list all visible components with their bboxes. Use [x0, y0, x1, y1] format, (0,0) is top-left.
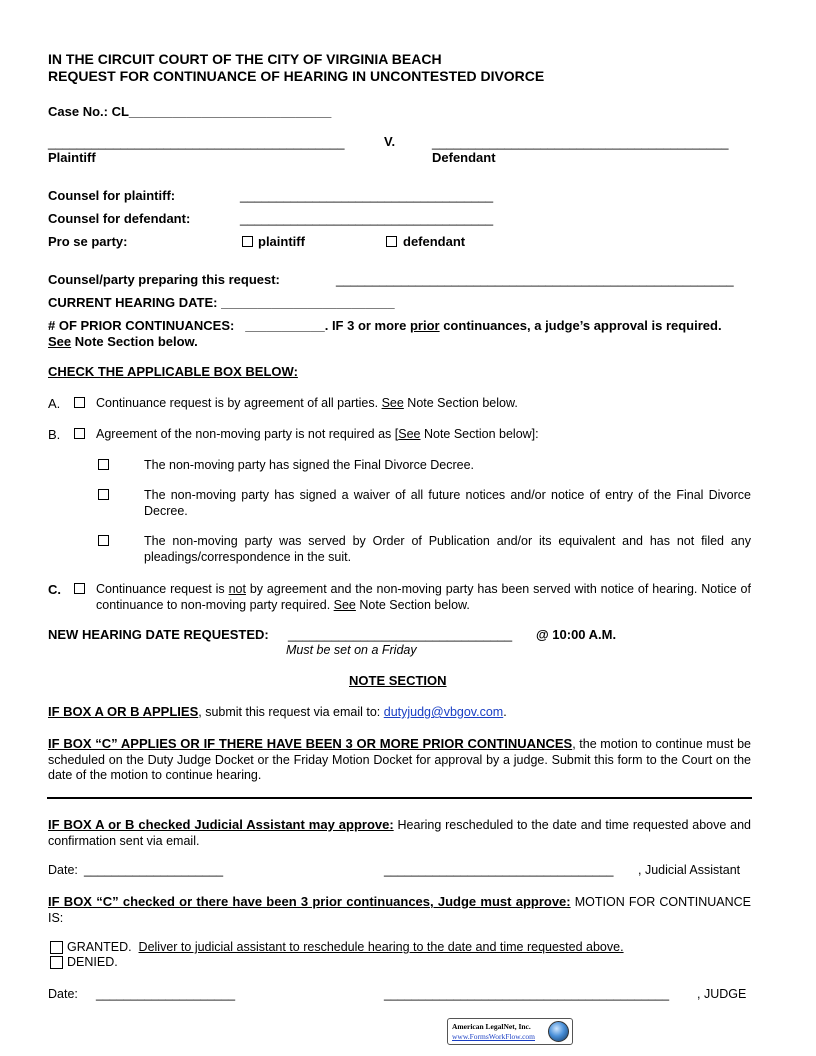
judge-date-label: Date: [48, 987, 78, 1001]
option-c-checkbox[interactable] [74, 583, 85, 594]
option-a-text [96, 396, 518, 410]
case-number-blank: ____________________________ [128, 104, 332, 119]
note-box-ab [48, 704, 507, 719]
prior-approval-text: continuances, a judge’s approval is required. [439, 318, 722, 333]
judge-date-field[interactable]: ____________________ [96, 987, 236, 1001]
note-c-text: , the motion to continue must be scheduled on the Duty Judge Docket or the Friday Motion Docket for approval by a judge. Submit this form to the Court on the date of the motion to continue hearing. [48, 737, 751, 782]
prior-word: prior [409, 318, 440, 333]
pro-se-defendant-checkbox[interactable] [386, 236, 397, 247]
email-link[interactable]: dutyjudg@vbgov.com [383, 705, 504, 719]
granted-label: GRANTED. [67, 940, 132, 954]
counsel-defendant-field[interactable]: ___________________________________ [240, 211, 494, 226]
option-c-text [96, 582, 751, 613]
note-section-title: NOTE SECTION [349, 673, 447, 688]
option-b-sub2-checkbox[interactable] [98, 489, 109, 500]
note-ab-text: , submit this request via email to: [198, 705, 384, 719]
current-hearing-label: CURRENT HEARING DATE: [48, 295, 218, 310]
new-hearing-hint: Must be set on a Friday [286, 643, 417, 657]
note-c-heading: IF BOX “C” APPLIES OR IF THERE HAVE BEEN 3 OR MORE PRIOR CONTINUANCES [48, 736, 573, 751]
option-b-sub1-text: The non-moving party has signed the Final Divorce Decree. [144, 458, 475, 472]
see-word: See [398, 427, 421, 441]
option-c-text-end: Note Section below. [355, 597, 470, 612]
form-title: REQUEST FOR CONTINUANCE OF HEARING IN UNCONTESTED DIVORCE [48, 68, 545, 84]
granted-checkbox[interactable] [50, 941, 63, 954]
ja-date-field[interactable]: ____________________ [84, 863, 224, 877]
option-a-checkbox[interactable] [74, 397, 85, 408]
court-title: IN THE CIRCUIT COURT OF THE CITY OF VIRGINIA BEACH [48, 51, 442, 67]
ja-signature-field[interactable]: _________________________________ [384, 863, 614, 877]
option-a-text-end: Note Section below. [403, 396, 518, 410]
see-word: See [333, 597, 356, 612]
prior-continuances-label: # OF PRIOR CONTINUANCES: [48, 318, 235, 333]
option-b-checkbox[interactable] [74, 428, 85, 439]
note-ref-text: Note Section below. [71, 334, 198, 349]
pro-se-label: Pro se party: [48, 234, 128, 249]
ja-signature-label: , Judicial Assistant [638, 863, 741, 877]
judge-text: MOTION FOR CONTINUANCE IS: [48, 895, 751, 925]
pro-se-plaintiff-checkbox[interactable] [242, 236, 253, 247]
footer-brand: American LegalNet, Inc. [452, 1022, 531, 1031]
plaintiff-field[interactable]: _________________________________________ [48, 135, 345, 150]
case-number-field[interactable] [48, 104, 331, 119]
option-b-sub3-text: The non-moving party was served by Order of Publication and/or its equivalent and has not filed any pleadings/correspondence in the suit. [144, 534, 751, 564]
option-b-text-end: Note Section below]: [420, 427, 539, 441]
option-b-sub3-checkbox[interactable] [98, 535, 109, 546]
current-hearing-blank: ________________________ [221, 295, 395, 310]
not-word: not [228, 582, 246, 596]
judge-approval [48, 894, 751, 926]
ja-text: Hearing rescheduled to the date and time requested above and confirmation sent via email. [48, 818, 752, 848]
denied-label: DENIED. [67, 955, 118, 969]
note-ab-heading: IF BOX A OR B APPLIES [48, 704, 199, 719]
ja-date-label: Date: [48, 863, 78, 877]
option-b-letter: B. [48, 427, 61, 442]
new-hearing-time: @ 10:00 A.M. [536, 627, 617, 642]
judge-signature-label: , JUDGE [697, 987, 747, 1001]
counsel-plaintiff-field[interactable]: ___________________________________ [240, 188, 494, 203]
footer-url[interactable]: www.FormsWorkFlow.com [452, 1032, 536, 1041]
footer-logo[interactable] [447, 1018, 573, 1045]
prior-continuances-line [48, 318, 722, 333]
see-word: See [48, 334, 72, 349]
option-b-sub1-checkbox[interactable] [98, 459, 109, 470]
pro-se-plaintiff-label: plaintiff [258, 234, 305, 249]
denied-checkbox[interactable] [50, 956, 63, 969]
ja-approval [48, 817, 751, 849]
granted-line [67, 940, 624, 954]
new-hearing-field[interactable]: _______________________________ [288, 627, 513, 642]
globe-icon [548, 1021, 569, 1042]
see-word: See [381, 396, 404, 410]
judge-signature-field[interactable]: _________________________________________ [384, 987, 670, 1001]
preparer-field[interactable]: _______________________________________________________ [336, 272, 734, 287]
granted-note: Deliver to judicial assistant to reschedule hearing to the date and time requested above. [138, 940, 624, 954]
option-a-text-main: Continuance request is by agreement of all parties. [96, 396, 382, 410]
option-c-text-main: Continuance request is [96, 582, 229, 596]
note-ab-end: . [503, 705, 507, 719]
option-a-letter: A. [48, 396, 61, 411]
versus-label: V. [384, 134, 396, 149]
defendant-label: Defendant [432, 150, 496, 165]
pro-se-defendant-label: defendant [403, 234, 466, 249]
option-c-letter: C. [48, 582, 61, 597]
option-b-text-main: Agreement of the non-moving party is not required as [ [96, 427, 399, 441]
ja-heading: IF BOX A or B checked Judicial Assistant may approve: [48, 817, 394, 832]
check-heading: CHECK THE APPLICABLE BOX BELOW: [48, 364, 298, 379]
case-number-label: Case No.: CL [48, 104, 129, 119]
counsel-defendant-label: Counsel for defendant: [48, 211, 191, 226]
plaintiff-label: Plaintiff [48, 150, 96, 165]
section-divider [47, 797, 752, 799]
note-box-c [48, 736, 751, 784]
option-b-text [96, 427, 539, 441]
prior-note-ref [48, 334, 198, 349]
defendant-field[interactable]: _________________________________________ [432, 135, 729, 150]
judge-heading: IF BOX “C” checked or there have been 3 prior continuances, Judge must approve: [48, 894, 571, 909]
counsel-plaintiff-label: Counsel for plaintiff: [48, 188, 176, 203]
preparer-label: Counsel/party preparing this request: [48, 272, 280, 287]
prior-continuances-text: . IF 3 or more [324, 318, 410, 333]
prior-continuances-blank[interactable]: ___________ [245, 318, 325, 333]
option-b-sub2-text: The non-moving party has signed a waiver of all future notices and/or notice of entry of the Final Divorce Decree. [144, 488, 751, 518]
current-hearing-field[interactable] [48, 295, 395, 310]
option-c-text-body: by agreement and the non-moving party has been served with notice of hearing. Notice of continuance to non-moving party required. [96, 582, 751, 612]
new-hearing-label: NEW HEARING DATE REQUESTED: [48, 627, 269, 642]
